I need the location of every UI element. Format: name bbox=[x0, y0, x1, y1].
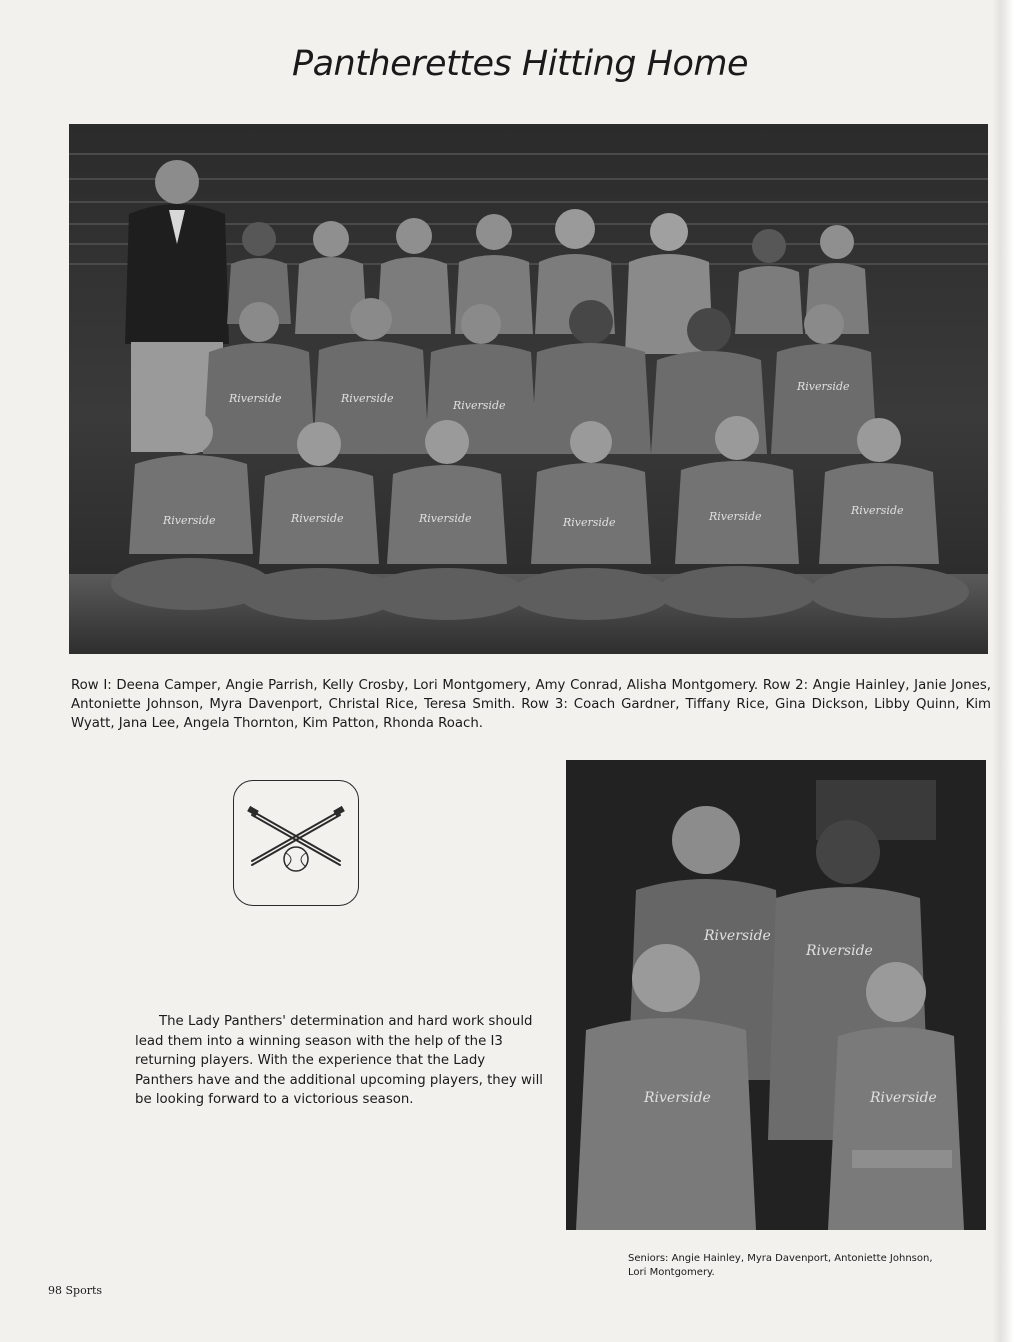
jersey-text: Riverside bbox=[563, 516, 616, 529]
jersey-text: Riverside bbox=[870, 1090, 937, 1106]
crossed-bats-and-softball-icon bbox=[234, 781, 357, 904]
jersey-text: Riverside bbox=[851, 504, 904, 517]
jersey-text: Riverside bbox=[163, 514, 216, 527]
jersey-text: Riverside bbox=[644, 1090, 711, 1106]
jersey-text: Riverside bbox=[704, 928, 771, 944]
jersey-text: Riverside bbox=[797, 380, 850, 393]
jersey-text: Riverside bbox=[806, 943, 873, 959]
team-photo bbox=[69, 124, 988, 654]
team-photo-illustration bbox=[69, 124, 988, 654]
seniors-photo bbox=[566, 760, 986, 1230]
jersey-text: Riverside bbox=[291, 512, 344, 525]
jersey-text: Riverside bbox=[229, 392, 282, 405]
page-title: Pantherettes Hitting Home bbox=[291, 44, 749, 84]
seniors-photo-caption: Seniors: Angie Hainley, Myra Davenport, Antoniette Johnson, Lori Montgomery. bbox=[628, 1253, 933, 1278]
jersey-text: Riverside bbox=[709, 510, 762, 523]
page-gutter-edge bbox=[992, 0, 1014, 1342]
team-photo-caption: Row I: Deena Camper, Angie Parrish, Kelly Crosby, Lori Montgomery, Amy Conrad, Alisha Montgomery. Row 2: Angie Hainley, Janie Jones, Antoniette Johnson, Myra Davenport, Christal Rice, Teresa Smith. Row 3: Coach Gardner, Tiffany Rice, Gina Dickson, Libby Quinn, Kim Wyatt, Jana Lee, Angela Thornton, Kim Patton, Rhonda Roach. bbox=[71, 678, 991, 731]
jersey-text: Riverside bbox=[341, 392, 394, 405]
article-body: The Lady Panthers' determination and hard work should lead them into a winning season with the help of the I3 returning players. With the experience that the Lady Panthers have and the additional upcoming players, they will be looking forward to a victorious season. bbox=[135, 1014, 543, 1107]
jersey-text: Riverside bbox=[453, 399, 506, 412]
crossed-bats-and-softball-icon bbox=[233, 780, 359, 906]
jersey-text: Riverside bbox=[419, 512, 472, 525]
page-folio: 98 Sports bbox=[48, 1284, 103, 1297]
seniors-photo-illustration bbox=[566, 760, 986, 1230]
